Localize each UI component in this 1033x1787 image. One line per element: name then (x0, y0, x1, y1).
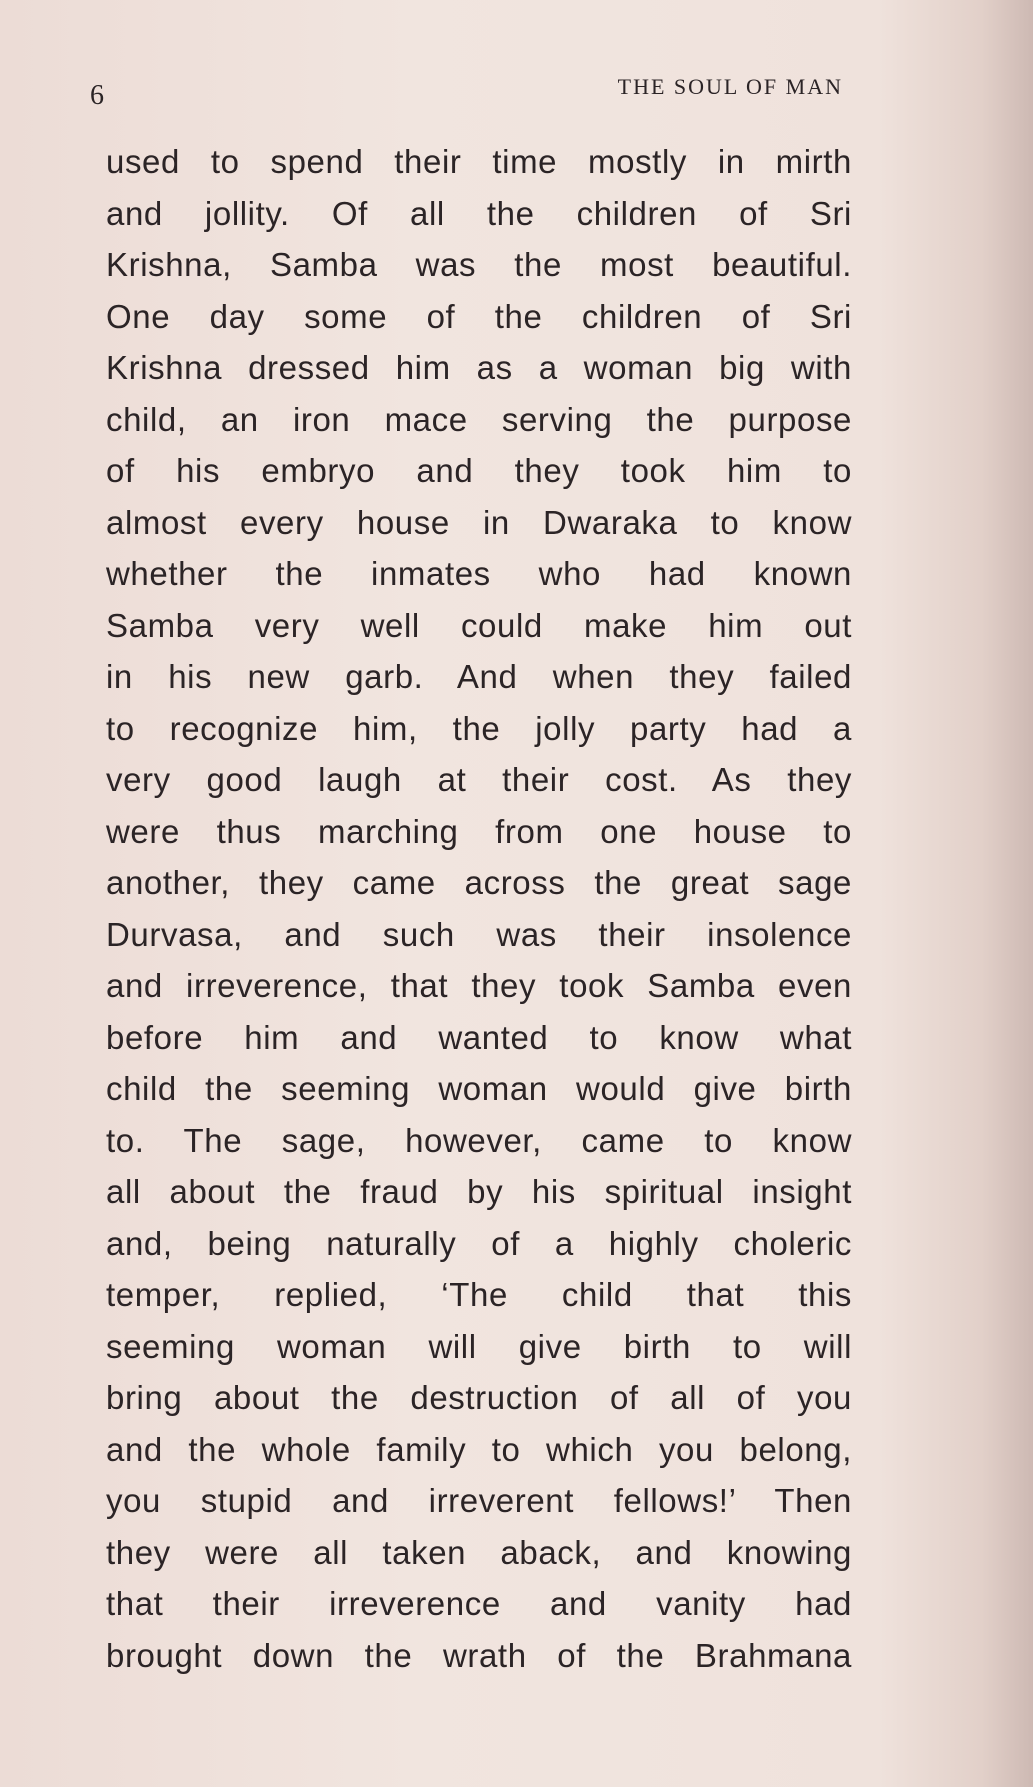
text-line: they were all taken aback, and knowing (106, 1533, 852, 1571)
text-line: and, being naturally of a highly choleric (106, 1224, 852, 1262)
text-line: before him and wanted to know what (106, 1018, 852, 1056)
text-line: Samba very well could make him out (106, 606, 852, 644)
text-line: bring about the destruction of all of you (106, 1379, 852, 1416)
text-line: brought down the wrath of the Brahmana (106, 1636, 852, 1674)
text-line: and irreverence, that they took Samba even (106, 967, 852, 1004)
running-head: THE SOUL OF MAN (617, 74, 843, 99)
text-line: that their irreverence and vanity had (106, 1585, 852, 1622)
text-line: child, an iron mace serving the purpose (106, 400, 852, 438)
text-line: Krishna, Samba was the most beautiful. (106, 246, 852, 283)
text-line: very good laugh at their cost. As they (106, 761, 852, 798)
text-line: in his new garb. And when they failed (106, 658, 852, 695)
text-line: almost every house in Dwaraka to know (106, 503, 852, 541)
text-line: used to spend their time mostly in mirth (106, 143, 852, 180)
text-line: to recognize him, the jolly party had a (106, 709, 852, 747)
text-line: One day some of the children of Sri (106, 297, 852, 335)
page-body-text (106, 136, 852, 1681)
text-line: child the seeming woman would give birth (106, 1070, 852, 1107)
page-number: 6 (90, 80, 104, 111)
text-line: you stupid and irreverent fellows!’ Then (106, 1482, 852, 1519)
text-line: temper, replied, ‘The child that this (106, 1276, 852, 1313)
text-line: seeming woman will give birth to will (106, 1327, 852, 1365)
text-line: and the whole family to which you belong, (106, 1430, 852, 1468)
text-line: another, they came across the great sage (106, 864, 852, 901)
text-line: Krishna dressed him as a woman big with (106, 349, 852, 386)
text-line: and jollity. Of all the children of Sri (106, 194, 852, 232)
text-line: whether the inmates who had known (106, 555, 852, 592)
text-line: Durvasa, and such was their insolence (106, 915, 852, 953)
text-line: were thus marching from one house to (106, 812, 852, 850)
text-line: of his embryo and they took him to (106, 452, 852, 489)
text-line: to. The sage, however, came to know (106, 1121, 852, 1159)
text-line: all about the fraud by his spiritual insight (106, 1173, 852, 1210)
